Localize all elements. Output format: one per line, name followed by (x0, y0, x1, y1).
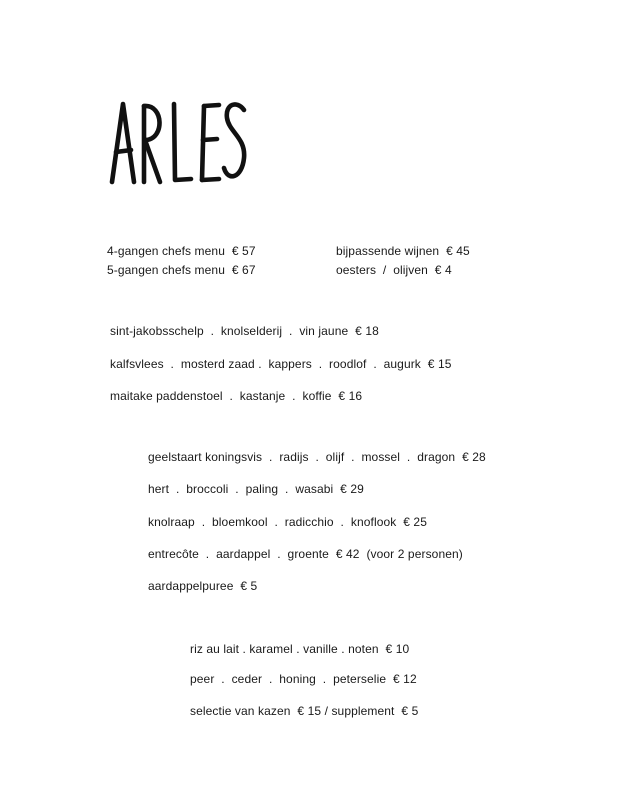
main-item: knolraap . bloemkool . radicchio . knoflook € 25 (148, 515, 427, 529)
starter-item: sint-jakobsschelp . knolselderij . vin jaune € 18 (110, 324, 379, 338)
dessert-item: peer . ceder . honing . peterselie € 12 (190, 672, 417, 686)
main-item: entrecôte . aardappel . groente € 42 (voor 2 personen) (148, 547, 463, 561)
starter-item: kalfsvlees . mosterd zaad . kappers . roodlof . augurk € 15 (110, 357, 452, 371)
dessert-item: selectie van kazen € 15 / supplement € 5 (190, 704, 419, 718)
starter-item: maitake paddenstoel . kastanje . koffie € 16 (110, 389, 363, 403)
wine-pairing: bijpassende wijnen € 45 (336, 244, 470, 258)
main-item: hert . broccoli . paling . wasabi € 29 (148, 482, 364, 496)
arles-logo-lettering (108, 94, 248, 186)
arles-logo (108, 94, 248, 186)
main-item: aardappelpuree € 5 (148, 579, 258, 593)
main-item: geelstaart koningsvis . radijs . olijf . mossel . dragon € 28 (148, 450, 486, 464)
dessert-item: riz au lait . karamel . vanille . noten € 10 (190, 642, 410, 656)
chefs-menu-4-courses: 4-gangen chefs menu € 57 (107, 244, 256, 258)
chefs-menu-5-courses: 5-gangen chefs menu € 67 (107, 263, 256, 277)
oysters-olives: oesters / olijven € 4 (336, 263, 452, 277)
